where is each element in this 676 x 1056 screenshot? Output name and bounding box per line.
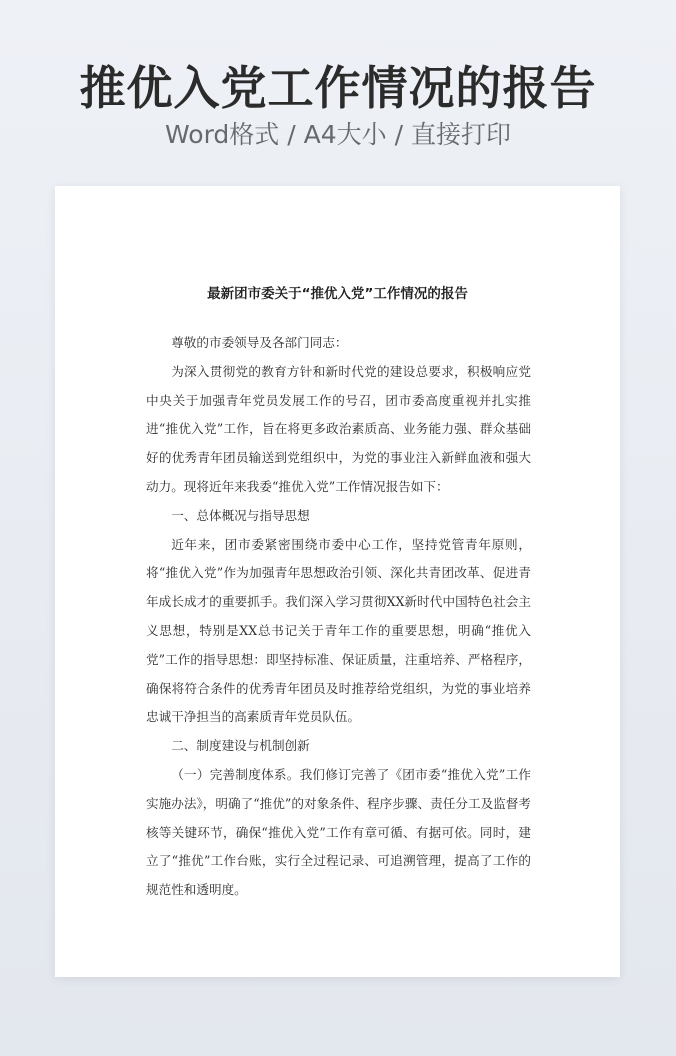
banner-title: 推优入党工作情况的报告: [79, 61, 597, 115]
document-body: [146, 329, 531, 905]
section-1-paragraph: 近年来，团市委紧密围绕市委中心工作，坚持党管青年原则，将“推优入党”作为加强青年思想政治引领、深化共青团改革、促进青年成长成才的重要抓手。我们深入学习贯彻XX新时代中国特色社会主义思想，特别是XX总书记关于青年工作的重要思想，明确“推优入党”工作的指导思想：即坚持标准、保证质量，注重培养、严格程序，确保将符合条件的优秀青年团员及时推荐给党组织，为党的事业培养忠诚干净担当的高素质青年党员队伍。: [146, 536, 531, 725]
document-page: [55, 186, 620, 977]
section-heading-1: 一、总体概况与指导思想: [171, 507, 310, 523]
salutation: 尊敬的市委领导及各部门同志：: [171, 335, 348, 350]
intro-paragraph: 为深入贯彻党的教育方针和新时代党的建设总要求，积极响应党中央关于加强青年党员发展工作的号召，团市委高度重视并扎实推进“推优入党”工作，旨在将更多政治素质高、业务能力强、群众基础好的优秀青年团员输送到党组织中，为党的事业注入新鲜血液和强大动力。现将近年来我委“推优入党”工作情况报告如下：: [146, 363, 531, 494]
section-heading-2: 二、制度建设与机制创新: [171, 738, 310, 754]
banner-subtitle: Word格式 / A4大小 / 直接打印: [165, 120, 511, 149]
document-title: 最新团市委关于“推优入党”工作情况的报告: [207, 286, 468, 302]
section-2-paragraph: （一）完善制度体系。我们修订完善了《团市委“推优入党”工作实施办法》，明确了“推优”的对象条件、程序步骤、责任分工及监督考核等关键环节，确保“推优入党”工作有章可循、有据可依。同时，建立了“推优”工作台账，实行全过程记录、可追溯管理，提高了工作的规范性和透明度。: [146, 766, 531, 898]
